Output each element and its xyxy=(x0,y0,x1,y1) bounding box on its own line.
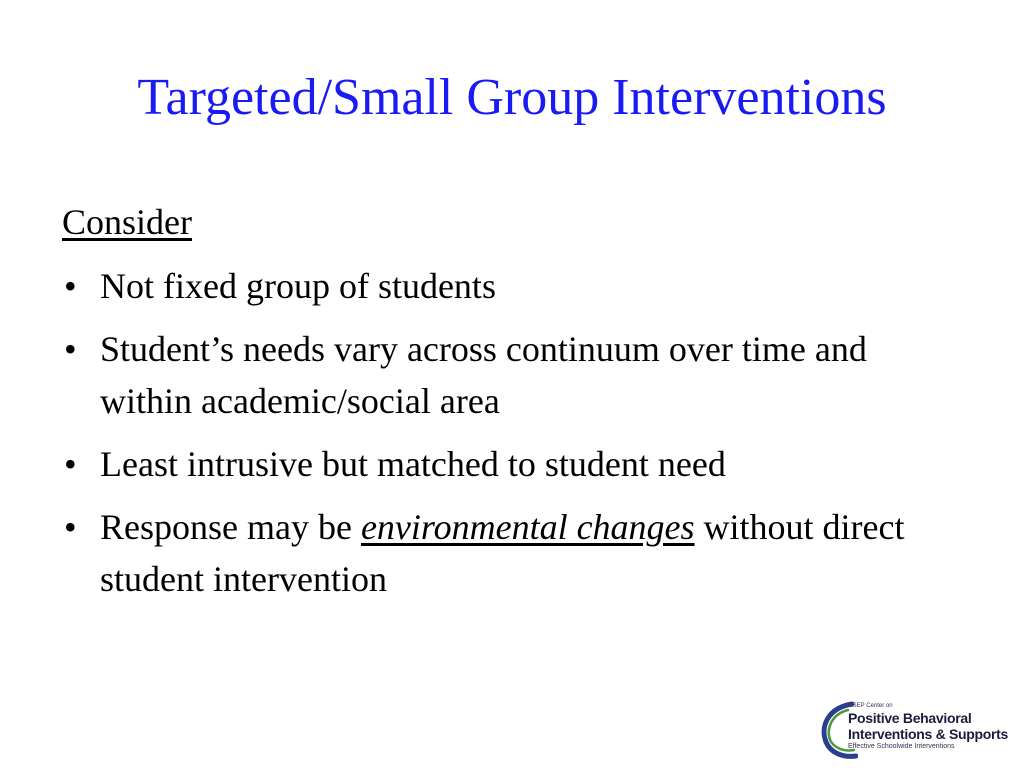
slide-title: Targeted/Small Group Interventions xyxy=(137,69,887,126)
bullet-emphasis: environmental changes xyxy=(360,507,695,547)
pbis-logo xyxy=(818,700,1018,760)
logo-line-3: Interventions & Supports xyxy=(848,726,1009,742)
logo-line-2: Positive Behavioral xyxy=(848,710,972,726)
bullet-list xyxy=(62,260,942,605)
bullet-item xyxy=(62,260,942,312)
bullet-text: Student’s needs vary across continuum over time and within academic/social area xyxy=(100,329,867,421)
bullet-dot: • xyxy=(64,507,77,547)
bullet-text: Not fixed group of students xyxy=(100,266,496,306)
bullet-text-start: Response may be xyxy=(100,507,361,547)
bullet-dot: • xyxy=(64,444,77,484)
slide-body xyxy=(62,196,942,616)
bullet-item xyxy=(62,323,942,427)
logo-line-4: Effective Schoolwide Interventions xyxy=(848,743,955,750)
bullet-text-end: without direct student intervention xyxy=(100,507,905,599)
bullet-dot: • xyxy=(64,329,77,369)
logo-line-1: OSEP Center on xyxy=(848,703,893,709)
body-heading: Consider xyxy=(62,202,192,242)
bullet-dot: • xyxy=(64,266,77,306)
bullet-text: Least intrusive but matched to student need xyxy=(100,444,726,484)
bullet-item xyxy=(62,438,942,490)
bullet-item xyxy=(62,501,942,605)
